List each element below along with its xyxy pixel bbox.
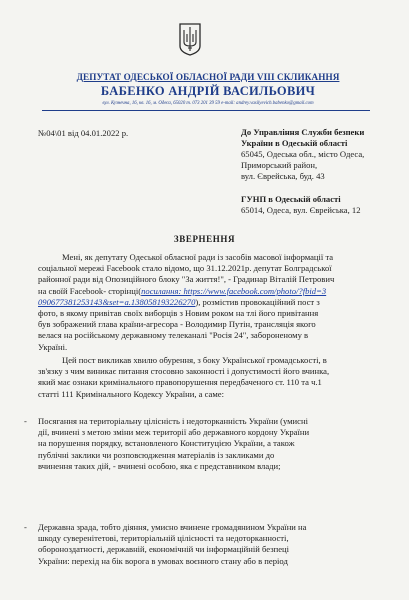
text-fragment: на своїй Facebook- сторінці( <box>38 285 142 296</box>
paragraph-2 <box>38 355 372 400</box>
text-line <box>38 297 372 308</box>
text-line: районної ради від Опозиційного блоку "За життя!", - Градинар Віталій Петрович <box>38 274 335 285</box>
deputy-name: БАБЕНКО АНДРІЙ ВАСИЛЬОВИЧ <box>100 84 316 98</box>
recipient-name-line: До Управління Служби безпеки <box>241 127 365 137</box>
text-line: дії, вчинені з метою зміни меж території або державного кордону України <box>38 427 310 438</box>
recipient-address-line: 65045, Одеська обл., місто Одеса, <box>241 149 365 159</box>
document-heading: ЗВЕРНЕННЯ <box>173 234 236 244</box>
text-line: України: перехід на бік ворога в умовах воєнного стану або в період <box>38 555 288 566</box>
recipient-address-line: 65014, Одеса, вул. Єврейська, 12 <box>241 205 361 215</box>
text-line: обороноздатності, державній, економічній чи інформаційній безпеці <box>38 544 289 555</box>
deputy-contacts: вул. Кузнечна, 16, кв. 16, м. Одеса, 65020 т. 073 201 39 59 e-mail: andrey.vasilyevich.babenko@gmail.com <box>102 101 314 106</box>
text-line: який має ознаки кримінального правопорушення передбаченого ст. 110 та ч.1 <box>38 377 322 388</box>
text-fragment: ), розмістив провокаційний пост з <box>195 296 320 307</box>
bullet-text <box>38 416 373 472</box>
text-line: велася на російському державному телеканалі "Росія 24", забороненому в <box>38 330 309 341</box>
recipient-address-line: вул. Єврейська, буд. 43 <box>241 171 325 181</box>
text-line: Цей пост викликав хвилю обурення, з боку Української громадськості, в <box>62 355 327 365</box>
text-line: вчинення таких дій, - вчинені особою, яка є представником влади; <box>38 460 281 471</box>
text-line: Посягання на територіальну цілісність і недоторканність України (умисні <box>38 416 308 426</box>
recipient-police <box>241 194 361 216</box>
facebook-post-link-continued[interactable]: 090677381253143&set=a.138058193226270 <box>38 296 196 307</box>
recipient-name-line: України в Одеській області <box>241 138 348 148</box>
outgoing-number: №04\01 від 04.01.2022 р. <box>38 128 129 138</box>
letterhead-divider <box>42 110 370 111</box>
bullet-marker: - <box>24 522 27 532</box>
text-line: публічні заклики чи розповсюдження матеріалів із закликами до <box>38 449 275 460</box>
text-line <box>38 286 372 297</box>
paragraph-1 <box>38 252 372 353</box>
recipient-sbu <box>241 127 364 182</box>
recipient-name-line: ГУНП в Одеській області <box>241 194 341 204</box>
bullet-text <box>38 522 373 567</box>
trident-emblem-icon <box>178 22 202 56</box>
text-line: соціальної мережі Facebook стало відомо, що 31.12.2021р. депутат Болградської <box>38 263 332 274</box>
facebook-post-link[interactable]: посилання: https://www.facebook.com/photo/?fbid=3 <box>141 285 327 296</box>
recipient-address-line: Приморський район, <box>241 160 318 170</box>
text-line: Мені, як депутату Одеської обласної ради із засобів масової інформації та <box>62 252 334 262</box>
text-line: був зображений глава країни-агресора - Володимир Путін, трансляція якого <box>38 319 316 330</box>
text-line: зв'язку з чим виникає питання стосовно законності і допустимості його вчинка, <box>38 366 330 377</box>
text-line: шкоду суверенітетові, територіальній цілісності та недоторканності, <box>38 533 289 544</box>
bullet-marker: - <box>24 416 27 426</box>
text-line: фото, в якому привітав своїх виборців з Новим роком на тлі його привітання <box>38 308 319 319</box>
text-line: на порушення порядку, встановленого Конституцією України, а також <box>38 438 295 449</box>
text-line: статті 111 Кримінального Кодексу України, а саме: <box>38 388 224 399</box>
text-line: Україні. <box>38 341 68 352</box>
deputy-title: ДЕПУТАТ ОДЕСЬКОЇ ОБЛАСНОЇ РАДИ VIII СКЛИКАННЯ <box>76 72 340 82</box>
text-line: Державна зрада, тобто діяння, умисно вчинене громадянином України на <box>38 522 307 532</box>
